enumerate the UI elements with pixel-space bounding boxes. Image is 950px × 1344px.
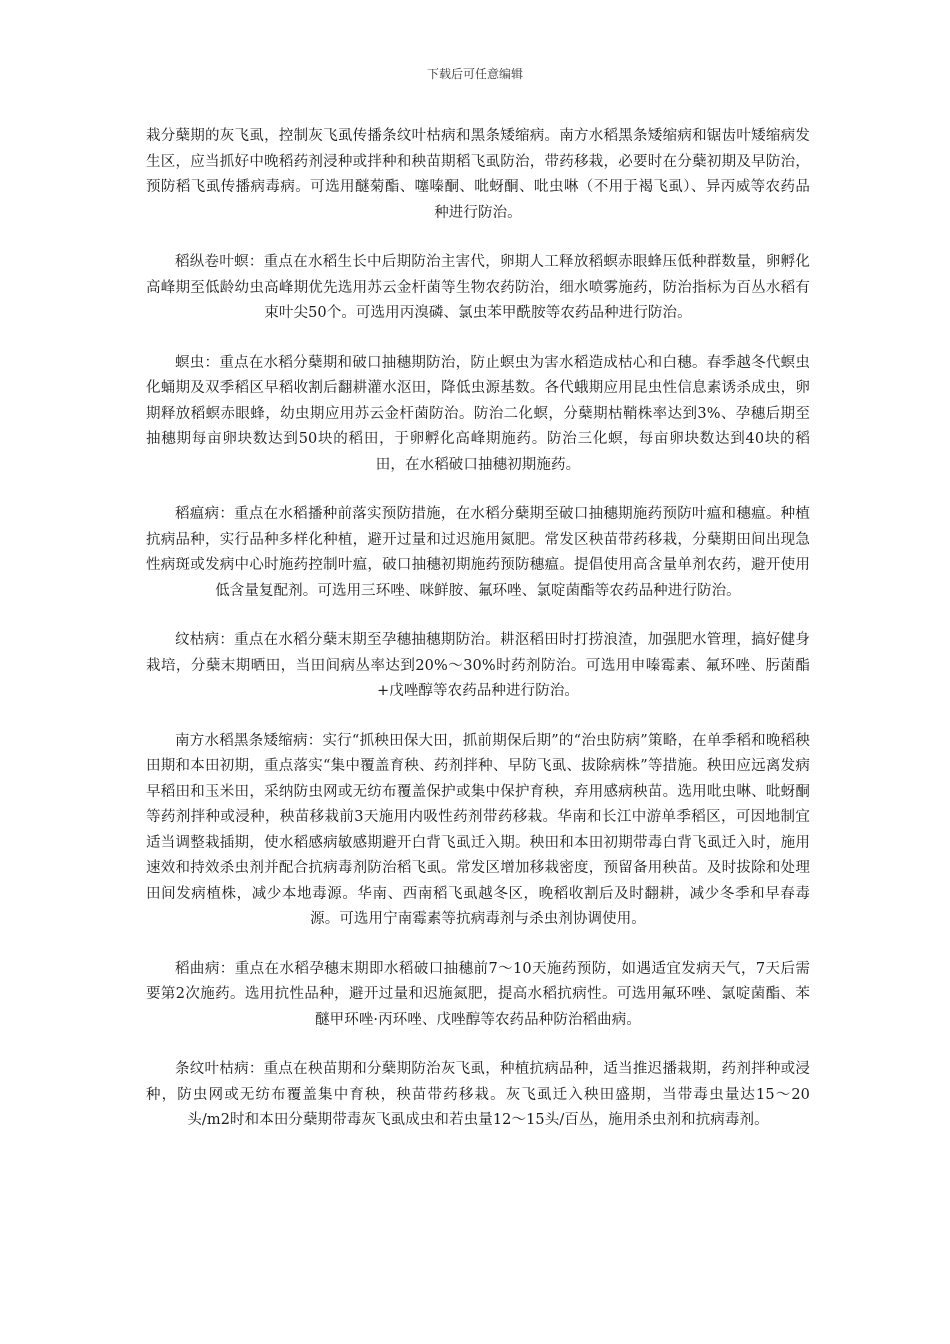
paragraph-black-streaked-dwarf: 南方水稻黑条矮缩病：实行“抓秧田保大田，抓前期保后期”的“治虫防病”策略，在单季稻和晚稻秧田期和本田初期，重点落实“集中覆盖育秧、药剂拌种、早防飞虱、拔除病株”等措施。秧田应远离发病早稻田和玉米田，采纳防虫网或无纺布覆盖保护或集中保护育秧，弃用感病秧苗。选用吡虫啉、吡蚜酮等药剂拌种或浸种，秧苗移栽前3天施用内吸性药剂带药移栽。华南和长江中游单季稻区，可因地制宜适当调整栽插期，使水稻感病敏感期避开白背飞虱迁入期。秧田和本田初期带毒白背飞虱迁入时，施用速效和持效杀虫剂并配合抗病毒剂防治稻飞虱。常发区增加移栽密度，预留备用秧苗。及时拔除和处理田间发病植株，减少本地毒源。华南、西南稻飞虱越冬区，晚稻收割后及时翻耕，减少冬季和早春毒源。可选用宁南霉素等抗病毒剂与杀虫剂协调使用。: [146, 732, 810, 927]
paragraph-false-smut: 稻曲病：重点在水稻孕穗末期即水稻破口抽穗前7～10天施药预防，如遇适宜发病天气，7天后需要第2次施药。选用抗性品种，避开过量和迟施氮肥，提高水稻抗病性。可选用氟环唑、氯啶菌酯、苯醚甲环唑·丙环唑、戊唑醇等农药品种防治稻曲病。: [146, 960, 810, 1028]
document-body: [146, 124, 810, 1158]
paragraph-stripe-disease: 条纹叶枯病：重点在秧苗期和分蘖期防治灰飞虱，种植抗病品种，适当推迟播栽期，药剂拌种或浸种，防虫网或无纺布覆盖集中育秧，秧苗带药移栽。灰飞虱迁入秧田盛期，当带毒虫量达15～20头/m2时和本田分蘖期带毒灰飞虱成虫和若虫量12～15头/百丛，施用杀虫剂和抗病毒剂。: [146, 1061, 810, 1128]
paragraph-sheath-blight: 纹枯病：重点在水稻分蘖末期至孕穗抽穗期防治。耕沤稻田时打捞浪渣，加强肥水管理，搞好健身栽培，分蘖末期晒田，当田间病丛率达到20%～30%时药剂防治。可选用申嗪霉素、氟环唑、肟菌酯+戊唑醇等农药品种进行防治。: [146, 632, 810, 699]
paragraph-stem-borer: 螟虫：重点在水稻分蘖期和破口抽穗期防治，防止螟虫为害水稻造成枯心和白穗。春季越冬代螟虫化蛹期及双季稻区早稻收割后翻耕灌水沤田，降低虫源基数。各代蛾期应用昆虫性信息素诱杀成虫，卵期释放稻螟赤眼蜂，幼虫期应用苏云金杆菌防治。防治二化螟，分蘖期枯鞘株率达到3%、孕穗后期至抽穗期每亩卵块数达到50块的稻田，于卵孵化高峰期施药。防治三化螟，每亩卵块数达到40块的稻田，在水稻破口抽穗初期施药。: [146, 354, 810, 473]
paragraph-rice-blast: 稻瘟病：重点在水稻播种前落实预防措施，在水稻分蘖期至破口抽穗期施药预防叶瘟和穗瘟。种植抗病品种，实行品种多样化种植，避开过量和过迟施用氮肥。常发区秧苗带药移栽，分蘖期田间出现急性病斑或发病中心时施药控制叶瘟，破口抽穗初期施药预防穗瘟。提倡使用高含量单剂农药，避开使用低含量复配剂。可选用三环唑、咪鲜胺、氟环唑、氯啶菌酯等农药品种进行防治。: [146, 506, 810, 599]
paragraph-rice-leaf-roller: 稻纵卷叶螟：重点在水稻生长中后期防治主害代，卵期人工释放稻螟赤眼蜂压低种群数量，卵孵化高峰期至低龄幼虫高峰期优先选用苏云金杆菌等生物农药防治，细水喷雾施药，防治指标为百丛水稻有束叶尖50个。可选用丙溴磷、氯虫苯甲酰胺等农药品种进行防治。: [146, 254, 810, 321]
page-header-note: 下载后可任意编辑: [426, 67, 523, 81]
paragraph-planthopper-control: 栽分蘖期的灰飞虱，控制灰飞虱传播条纹叶枯病和黑条矮缩病。南方水稻黑条矮缩病和锯齿叶矮缩病发生区，应当抓好中晚稻药剂浸种或拌种和秧苗期稻飞虱防治，带药移栽，必要时在分蘖初期及早防治，预防稻飞虱传播病毒病。可选用醚菊酯、噻嗪酮、吡蚜酮、吡虫啉（不用于褐飞虱）、异丙威等农药品种进行防治。: [146, 128, 810, 221]
